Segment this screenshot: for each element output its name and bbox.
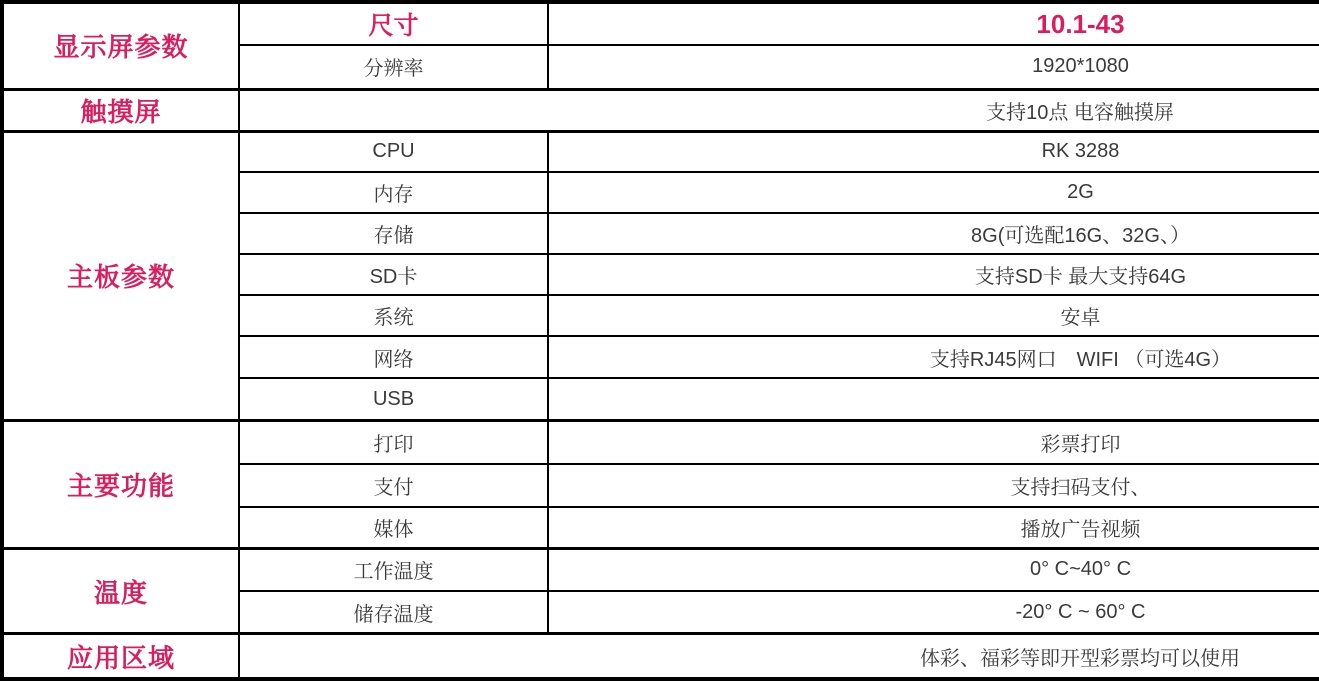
param-value-cpu: RK 3288 bbox=[548, 131, 1319, 172]
table-row bbox=[2, 2, 1319, 45]
param-value-ram: 2G bbox=[548, 172, 1319, 213]
param-value-sdcard: 支持SD卡 最大支持64G bbox=[548, 254, 1319, 295]
param-label-usb: USB bbox=[239, 378, 548, 420]
category-cell-touchscreen: 触摸屏 bbox=[2, 89, 239, 131]
value-application-area: 体彩、福彩等即开型彩票均可以使用 bbox=[239, 634, 1319, 679]
param-label-network: 网络 bbox=[239, 336, 548, 378]
param-label-payment: 支付 bbox=[239, 464, 548, 507]
category-cell-display-params: 显示屏参数 bbox=[2, 2, 239, 89]
param-value-storage-temp: -20° C ~ 60° C bbox=[548, 591, 1319, 634]
category-cell-temperature: 温度 bbox=[2, 549, 239, 634]
param-value-usb bbox=[548, 378, 1319, 420]
param-label-resolution: 分辨率 bbox=[239, 45, 548, 89]
table-row bbox=[2, 421, 1319, 464]
param-value-working-temp: 0° C~40° C bbox=[548, 549, 1319, 591]
table-row bbox=[2, 634, 1319, 679]
param-value-resolution: 1920*1080 bbox=[548, 45, 1319, 89]
value-touchscreen: 支持10点 电容触摸屏 bbox=[239, 89, 1319, 131]
param-label-working-temp: 工作温度 bbox=[239, 549, 548, 591]
category-cell-application-area: 应用区域 bbox=[2, 634, 239, 679]
category-cell-mainboard: 主板参数 bbox=[2, 131, 239, 420]
param-value-storage: 8G(可选配16G、32G、） bbox=[548, 213, 1319, 254]
param-label-storage: 存储 bbox=[239, 213, 548, 254]
param-value-os: 安卓 bbox=[548, 295, 1319, 336]
category-cell-main-functions: 主要功能 bbox=[2, 421, 239, 549]
param-label-os: 系统 bbox=[239, 295, 548, 336]
param-label-storage-temp: 储存温度 bbox=[239, 591, 548, 634]
param-value-media: 播放广告视频 bbox=[548, 507, 1319, 549]
param-label-sdcard: SD卡 bbox=[239, 254, 548, 295]
param-value-print: 彩票打印 bbox=[548, 421, 1319, 464]
param-label-cpu: CPU bbox=[239, 131, 548, 172]
param-label-print: 打印 bbox=[239, 421, 548, 464]
table-row bbox=[2, 89, 1319, 131]
table-row bbox=[2, 131, 1319, 172]
table-row bbox=[2, 549, 1319, 591]
param-label-size: 尺寸 bbox=[239, 2, 548, 45]
param-label-ram: 内存 bbox=[239, 172, 548, 213]
param-value-network: 支持RJ45网口 WIFI （可选4G） bbox=[548, 336, 1319, 378]
param-value-size: 10.1-43 bbox=[548, 2, 1319, 45]
param-label-media: 媒体 bbox=[239, 507, 548, 549]
param-value-payment: 支持扫码支付、 bbox=[548, 464, 1319, 507]
